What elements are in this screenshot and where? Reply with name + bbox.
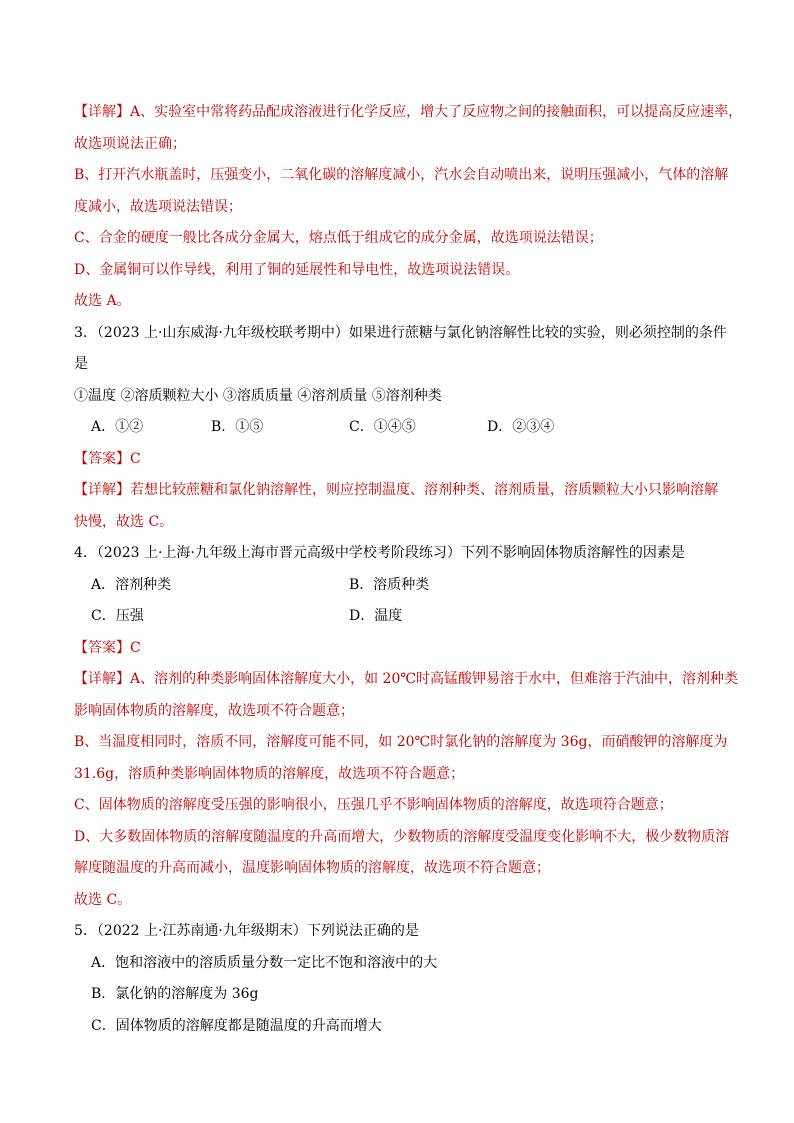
- q2-choice: 故选 A。: [74, 293, 131, 309]
- q3-option-c: C．①④⑤: [349, 419, 416, 435]
- q3-conditions: ①温度 ②溶质颗粒大小 ③溶质质量 ④溶剂质量 ⑤溶剂种类: [74, 387, 442, 404]
- q2-detail-line-2: 故选项说法正确；: [74, 135, 186, 152]
- q4-options-row-1: [74, 570, 740, 602]
- q3-option-d: D．②③④: [487, 419, 555, 435]
- q4-detail-line-5: C、固体物质的溶解度受压强的影响很小，压强几乎不影响固体物质的溶解度，故选项符合题意；: [74, 797, 673, 813]
- q4-detail-line-6: D、大多数固体物质的溶解度随温度的升高而增大，少数物质的溶解度受温度变化影响不大，极少数物质溶: [74, 828, 730, 845]
- q5-option-b: B．氯化钠的溶解度为 36g: [91, 986, 259, 1002]
- q3-option-b: B．①⑤: [211, 419, 264, 435]
- q2-detail-line-3: B、打开汽水瓶盖时，压强变小，二氧化碳的溶解度减小，汽水会自动喷出来，说明压强减小，气体的溶解: [74, 167, 729, 183]
- q4-detail-line-2: 影响固体物质的溶解度，故选项不符合题意；: [74, 702, 354, 719]
- q4-detail-line-4: 31.6g，溶质种类影响固体物质的溶解度，故选项不符合题意；: [74, 765, 465, 782]
- q3-detail-line-2: 快慢，故选 C。: [74, 513, 174, 530]
- q4-options-row-2: [74, 601, 740, 633]
- q2-detail-line-6: D、金属铜可以作导线，利用了铜的延展性和导电性，故选项说法错误。: [74, 261, 520, 278]
- q3-answer-tag: 【答案】: [74, 450, 130, 467]
- q2-detail-line-4: 度减小，故选项说法错误；: [74, 198, 242, 215]
- q3-option-a: A．①②: [91, 419, 144, 435]
- q5-option-a: A．饱和溶液中的溶质质量分数一定比不饱和溶液中的大: [91, 954, 438, 971]
- q4-option-c: C．压强: [91, 608, 144, 624]
- q4-stem: 4．（2023 上·上海·九年级上海市晋元高级中学校考阶段练习）下列不影响固体物质溶解性的因素是: [74, 545, 685, 561]
- q2-detail-line-5: C、合金的硬度一般比各成分金属大，熔点低于组成它的成分金属，故选项说法错误；: [74, 230, 603, 246]
- q3-options: [74, 412, 740, 444]
- q2-detail-line-1: 【详解】A、实验室中常将药品配成溶液进行化学反应，增大了反应物之间的接触面积，可以提高反应速率，: [74, 104, 743, 120]
- q2-detail-tag: 【详解】: [74, 104, 130, 120]
- q3-stem-line-2: 是: [74, 356, 88, 372]
- q4-answer: [74, 633, 740, 665]
- q3-stem-line-1: 3．（2023 上·山东威海·九年级校联考期中）如果进行蔗糖与氯化钠溶解性比较的实验，则必须控制的条件: [74, 324, 727, 341]
- q3-answer-value: C: [130, 450, 141, 467]
- q4-option-d: D．温度: [349, 608, 403, 624]
- q4-choice: 故选 C。: [74, 891, 132, 908]
- q3-detail-tag: 【详解】: [74, 482, 130, 498]
- q4-detail-line-3: B、当温度相同时，溶质不同，溶解度可能不同，如 20℃时氯化钠的溶解度为 36g，而硝酸钾的溶解度为: [74, 734, 728, 750]
- document-page: [74, 97, 743, 1042]
- q3-detail-line-1: 【详解】若想比较蔗糖和氯化钠溶解性，则应控制温度、溶剂种类、溶剂质量，溶质颗粒大小只影响溶解: [74, 482, 718, 498]
- q4-answer-value: C: [130, 639, 141, 656]
- q4-option-b: B．溶质种类: [349, 576, 430, 593]
- q4-detail-line-1: 【详解】A、溶剂的种类影响固体溶解度大小，如 20℃时高锰酸钾易溶于水中，但难溶于汽油中，溶剂种类: [74, 671, 739, 687]
- q3-answer: [74, 444, 740, 476]
- q4-answer-tag: 【答案】: [74, 639, 130, 656]
- q4-detail-tag: 【详解】: [74, 671, 130, 687]
- q4-detail-line-7: 解度随温度的升高而减小，温度影响固体物质的溶解度，故选项不符合题意；: [74, 860, 550, 876]
- q5-stem: 5．（2022 上·江苏南通·九年级期末）下列说法正确的是: [74, 923, 419, 939]
- q5-option-c: C．固体物质的溶解度都是随温度的升高而增大: [91, 1017, 382, 1034]
- q4-option-a: A．溶剂种类: [91, 576, 172, 593]
